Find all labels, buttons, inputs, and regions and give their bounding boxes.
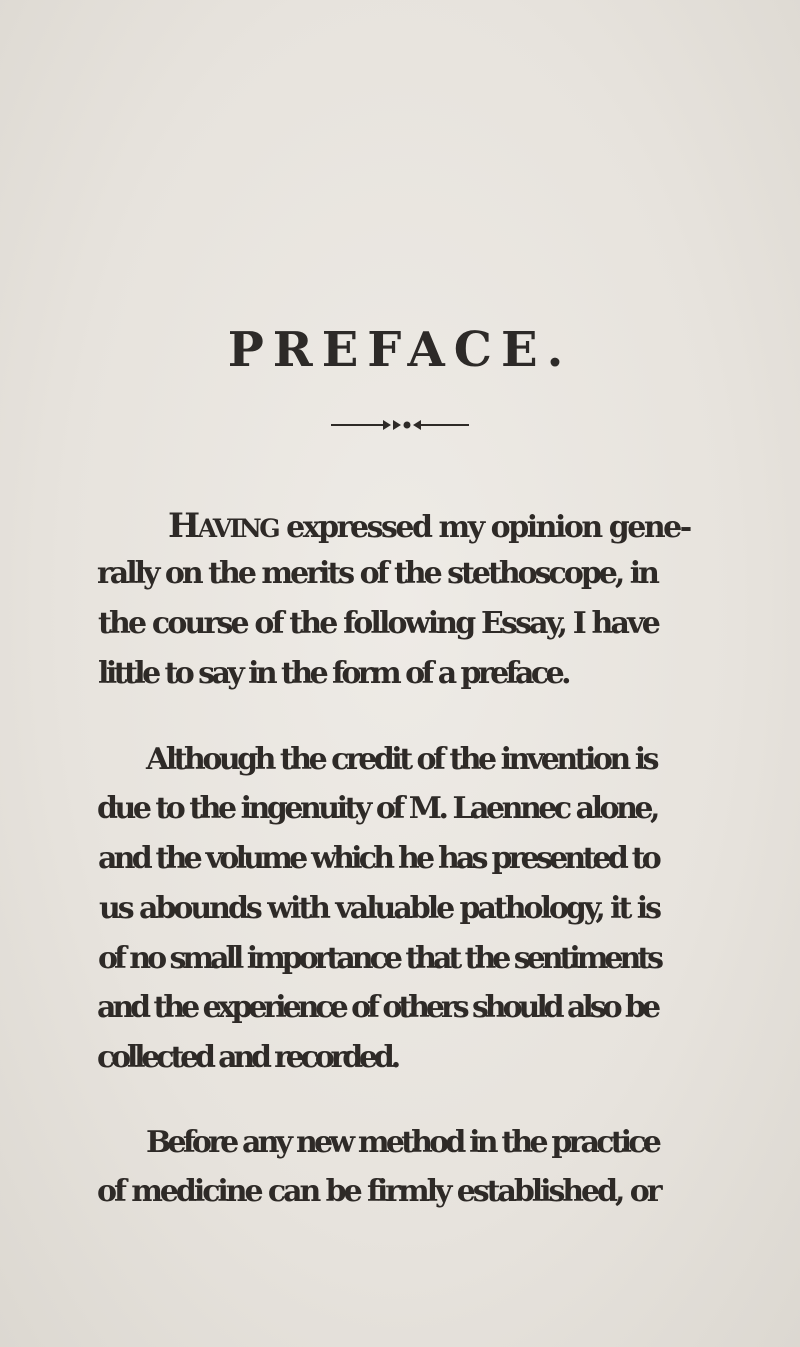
paragraph-line: Before any new method in the practice <box>146 1125 658 1160</box>
paragraph-line: rally on the merits of the stethoscope, in <box>97 556 657 591</box>
paragraph-line: and the volume which he has presented to <box>98 841 658 876</box>
paragraph-line <box>168 506 690 546</box>
paragraph-line: us abounds with valuable pathology, it is <box>99 891 659 926</box>
paragraph-line: due to the ingenuity of M. Laennec alone, <box>97 791 657 826</box>
paragraph-line: Although the credit of the invention is <box>146 742 656 777</box>
drop-initial: H <box>168 506 198 546</box>
small-caps-word: AVING <box>197 514 279 543</box>
paragraph-line: of no small importance that the sentiments <box>98 941 660 976</box>
paragraph-line: and the experience of others should also be <box>97 990 657 1025</box>
paragraph-line: little to say in the form of a preface. <box>98 656 568 691</box>
ornament-divider-icon <box>329 418 471 432</box>
paragraph-line: of medicine can be firmly established, or <box>97 1174 660 1209</box>
line-text: expressed my opinion gene- <box>278 510 690 545</box>
paragraph-line: the course of the following Essay, I have <box>98 606 658 641</box>
page-title: PREFACE. <box>227 322 573 378</box>
paragraph-line: collected and recorded. <box>97 1040 397 1075</box>
